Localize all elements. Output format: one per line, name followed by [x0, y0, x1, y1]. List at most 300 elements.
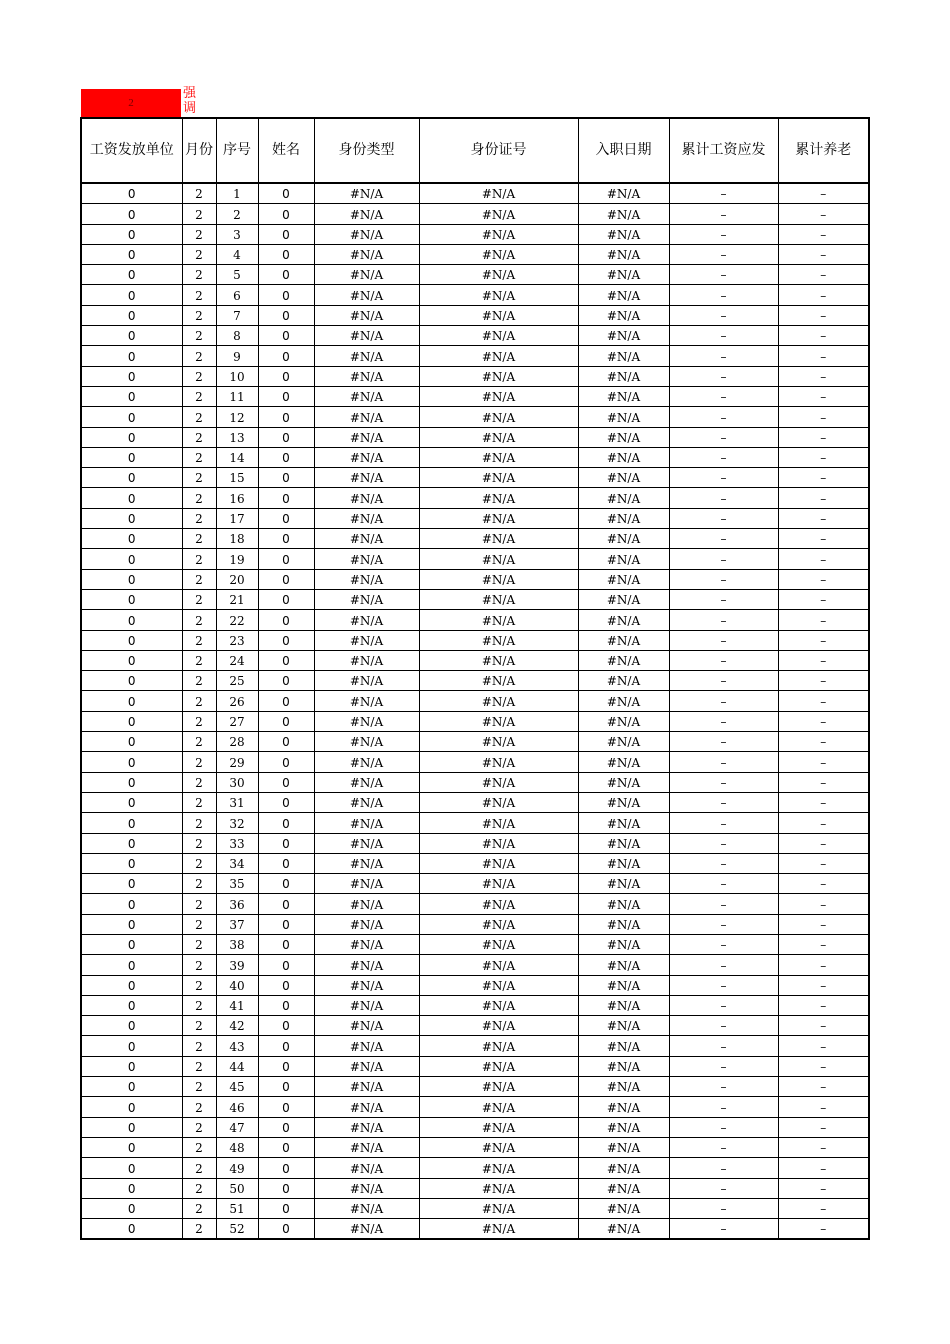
cell-month[interactable]: 2 [182, 792, 216, 812]
cell-unit[interactable]: 0 [81, 914, 182, 934]
cell-pension[interactable]: – [778, 934, 869, 954]
cell-id-number[interactable]: #N/A [419, 326, 578, 346]
cell-id-number[interactable]: #N/A [419, 346, 578, 366]
cell-pension[interactable]: – [778, 813, 869, 833]
cell-month[interactable]: 2 [182, 874, 216, 894]
cell-seq[interactable]: 12 [216, 407, 258, 427]
cell-hire-date[interactable]: #N/A [578, 285, 669, 305]
cell-unit[interactable]: 0 [81, 386, 182, 406]
cell-id-type[interactable]: #N/A [314, 549, 419, 569]
cell-accumulated-salary[interactable]: – [669, 589, 778, 609]
cell-accumulated-salary[interactable]: – [669, 529, 778, 549]
cell-name[interactable]: 0 [258, 183, 314, 204]
cell-hire-date[interactable]: #N/A [578, 549, 669, 569]
cell-unit[interactable]: 0 [81, 529, 182, 549]
cell-unit[interactable]: 0 [81, 894, 182, 914]
cell-hire-date[interactable]: #N/A [578, 1137, 669, 1157]
cell-seq[interactable]: 9 [216, 346, 258, 366]
cell-month[interactable]: 2 [182, 224, 216, 244]
cell-unit[interactable]: 0 [81, 610, 182, 630]
cell-hire-date[interactable]: #N/A [578, 995, 669, 1015]
cell-name[interactable]: 0 [258, 955, 314, 975]
cell-id-number[interactable]: #N/A [419, 955, 578, 975]
cell-accumulated-salary[interactable]: – [669, 366, 778, 386]
cell-id-type[interactable]: #N/A [314, 995, 419, 1015]
cell-accumulated-salary[interactable]: – [669, 752, 778, 772]
cell-unit[interactable]: 0 [81, 934, 182, 954]
cell-name[interactable]: 0 [258, 386, 314, 406]
cell-id-number[interactable]: #N/A [419, 529, 578, 549]
cell-seq[interactable]: 3 [216, 224, 258, 244]
cell-id-type[interactable]: #N/A [314, 1158, 419, 1178]
cell-accumulated-salary[interactable]: – [669, 732, 778, 752]
cell-name[interactable]: 0 [258, 772, 314, 792]
cell-pension[interactable]: – [778, 874, 869, 894]
cell-id-type[interactable]: #N/A [314, 1219, 419, 1240]
cell-pension[interactable]: – [778, 569, 869, 589]
cell-name[interactable]: 0 [258, 691, 314, 711]
cell-hire-date[interactable]: #N/A [578, 650, 669, 670]
cell-hire-date[interactable]: #N/A [578, 346, 669, 366]
cell-seq[interactable]: 44 [216, 1056, 258, 1076]
cell-id-number[interactable]: #N/A [419, 752, 578, 772]
cell-accumulated-salary[interactable]: – [669, 488, 778, 508]
cell-month[interactable]: 2 [182, 1137, 216, 1157]
cell-seq[interactable]: 45 [216, 1077, 258, 1097]
cell-id-number[interactable]: #N/A [419, 671, 578, 691]
cell-name[interactable]: 0 [258, 1117, 314, 1137]
cell-unit[interactable]: 0 [81, 792, 182, 812]
cell-name[interactable]: 0 [258, 244, 314, 264]
cell-id-number[interactable]: #N/A [419, 732, 578, 752]
cell-month[interactable]: 2 [182, 589, 216, 609]
cell-hire-date[interactable]: #N/A [578, 488, 669, 508]
cell-seq[interactable]: 22 [216, 610, 258, 630]
cell-pension[interactable]: – [778, 366, 869, 386]
cell-seq[interactable]: 8 [216, 326, 258, 346]
cell-id-type[interactable]: #N/A [314, 265, 419, 285]
cell-unit[interactable]: 0 [81, 326, 182, 346]
cell-id-type[interactable]: #N/A [314, 447, 419, 467]
cell-month[interactable]: 2 [182, 1198, 216, 1218]
column-header-unit[interactable]: 工资发放单位 [81, 118, 182, 183]
cell-pension[interactable]: – [778, 955, 869, 975]
cell-hire-date[interactable]: #N/A [578, 204, 669, 224]
cell-accumulated-salary[interactable]: – [669, 183, 778, 204]
cell-unit[interactable]: 0 [81, 671, 182, 691]
cell-pension[interactable]: – [778, 650, 869, 670]
cell-name[interactable]: 0 [258, 488, 314, 508]
cell-name[interactable]: 0 [258, 549, 314, 569]
cell-name[interactable]: 0 [258, 265, 314, 285]
cell-unit[interactable]: 0 [81, 569, 182, 589]
cell-accumulated-salary[interactable]: – [669, 833, 778, 853]
cell-id-number[interactable]: #N/A [419, 975, 578, 995]
column-header-name[interactable]: 姓名 [258, 118, 314, 183]
cell-hire-date[interactable]: #N/A [578, 366, 669, 386]
cell-id-type[interactable]: #N/A [314, 691, 419, 711]
cell-name[interactable]: 0 [258, 630, 314, 650]
column-header-id-type[interactable]: 身份类型 [314, 118, 419, 183]
cell-accumulated-salary[interactable]: – [669, 1198, 778, 1218]
cell-pension[interactable]: – [778, 1077, 869, 1097]
cell-seq[interactable]: 11 [216, 386, 258, 406]
cell-unit[interactable]: 0 [81, 447, 182, 467]
cell-pension[interactable]: – [778, 305, 869, 325]
cell-pension[interactable]: – [778, 772, 869, 792]
cell-id-type[interactable]: #N/A [314, 508, 419, 528]
cell-pension[interactable]: – [778, 691, 869, 711]
cell-hire-date[interactable]: #N/A [578, 1219, 669, 1240]
cell-name[interactable]: 0 [258, 529, 314, 549]
cell-seq[interactable]: 18 [216, 529, 258, 549]
cell-month[interactable]: 2 [182, 549, 216, 569]
column-header-accumulated-salary[interactable]: 累计工资应发 [669, 118, 778, 183]
cell-seq[interactable]: 20 [216, 569, 258, 589]
cell-id-type[interactable]: #N/A [314, 1036, 419, 1056]
cell-pension[interactable]: – [778, 1158, 869, 1178]
cell-hire-date[interactable]: #N/A [578, 691, 669, 711]
cell-unit[interactable]: 0 [81, 711, 182, 731]
cell-hire-date[interactable]: #N/A [578, 975, 669, 995]
cell-name[interactable]: 0 [258, 833, 314, 853]
cell-id-type[interactable]: #N/A [314, 346, 419, 366]
cell-month[interactable]: 2 [182, 1077, 216, 1097]
cell-accumulated-salary[interactable]: – [669, 711, 778, 731]
cell-unit[interactable]: 0 [81, 1178, 182, 1198]
cell-id-type[interactable]: #N/A [314, 224, 419, 244]
cell-accumulated-salary[interactable]: – [669, 549, 778, 569]
cell-unit[interactable]: 0 [81, 427, 182, 447]
cell-seq[interactable]: 46 [216, 1097, 258, 1117]
cell-name[interactable]: 0 [258, 650, 314, 670]
cell-unit[interactable]: 0 [81, 813, 182, 833]
cell-hire-date[interactable]: #N/A [578, 711, 669, 731]
cell-id-number[interactable]: #N/A [419, 1137, 578, 1157]
cell-month[interactable]: 2 [182, 305, 216, 325]
cell-month[interactable]: 2 [182, 610, 216, 630]
cell-month[interactable]: 2 [182, 1219, 216, 1240]
cell-hire-date[interactable]: #N/A [578, 934, 669, 954]
cell-hire-date[interactable]: #N/A [578, 529, 669, 549]
cell-id-number[interactable]: #N/A [419, 427, 578, 447]
cell-month[interactable]: 2 [182, 1117, 216, 1137]
cell-name[interactable]: 0 [258, 934, 314, 954]
cell-hire-date[interactable]: #N/A [578, 508, 669, 528]
cell-pension[interactable]: – [778, 671, 869, 691]
cell-accumulated-salary[interactable]: – [669, 914, 778, 934]
cell-id-number[interactable]: #N/A [419, 711, 578, 731]
cell-name[interactable]: 0 [258, 1056, 314, 1076]
cell-hire-date[interactable]: #N/A [578, 447, 669, 467]
cell-id-number[interactable]: #N/A [419, 386, 578, 406]
cell-pension[interactable]: – [778, 346, 869, 366]
cell-month[interactable]: 2 [182, 650, 216, 670]
cell-name[interactable]: 0 [258, 894, 314, 914]
cell-unit[interactable]: 0 [81, 346, 182, 366]
cell-hire-date[interactable]: #N/A [578, 914, 669, 934]
cell-pension[interactable]: – [778, 285, 869, 305]
cell-id-number[interactable]: #N/A [419, 934, 578, 954]
cell-month[interactable]: 2 [182, 711, 216, 731]
cell-month[interactable]: 2 [182, 955, 216, 975]
cell-name[interactable]: 0 [258, 914, 314, 934]
cell-accumulated-salary[interactable]: – [669, 955, 778, 975]
cell-accumulated-salary[interactable]: – [669, 326, 778, 346]
cell-seq[interactable]: 27 [216, 711, 258, 731]
cell-pension[interactable]: – [778, 630, 869, 650]
cell-seq[interactable]: 39 [216, 955, 258, 975]
cell-unit[interactable]: 0 [81, 549, 182, 569]
cell-name[interactable]: 0 [258, 427, 314, 447]
cell-unit[interactable]: 0 [81, 224, 182, 244]
cell-id-number[interactable]: #N/A [419, 1158, 578, 1178]
cell-unit[interactable]: 0 [81, 833, 182, 853]
cell-seq[interactable]: 1 [216, 183, 258, 204]
cell-id-number[interactable]: #N/A [419, 1016, 578, 1036]
cell-pension[interactable]: – [778, 1198, 869, 1218]
cell-seq[interactable]: 43 [216, 1036, 258, 1056]
cell-name[interactable]: 0 [258, 1137, 314, 1157]
cell-name[interactable]: 0 [258, 346, 314, 366]
cell-id-type[interactable]: #N/A [314, 366, 419, 386]
cell-name[interactable]: 0 [258, 1178, 314, 1198]
cell-id-number[interactable]: #N/A [419, 691, 578, 711]
cell-id-type[interactable]: #N/A [314, 244, 419, 264]
cell-unit[interactable]: 0 [81, 955, 182, 975]
cell-accumulated-salary[interactable]: – [669, 1077, 778, 1097]
header-value-cell[interactable]: 2 [81, 89, 181, 117]
cell-hire-date[interactable]: #N/A [578, 468, 669, 488]
cell-accumulated-salary[interactable]: – [669, 244, 778, 264]
cell-hire-date[interactable]: #N/A [578, 1016, 669, 1036]
cell-id-type[interactable]: #N/A [314, 488, 419, 508]
cell-seq[interactable]: 24 [216, 650, 258, 670]
cell-id-type[interactable]: #N/A [314, 833, 419, 853]
cell-pension[interactable]: – [778, 244, 869, 264]
cell-id-number[interactable]: #N/A [419, 833, 578, 853]
cell-id-type[interactable]: #N/A [314, 1137, 419, 1157]
cell-id-type[interactable]: #N/A [314, 1178, 419, 1198]
column-header-hire-date[interactable]: 入职日期 [578, 118, 669, 183]
cell-name[interactable]: 0 [258, 752, 314, 772]
cell-name[interactable]: 0 [258, 975, 314, 995]
cell-accumulated-salary[interactable]: – [669, 610, 778, 630]
cell-hire-date[interactable]: #N/A [578, 630, 669, 650]
cell-id-type[interactable]: #N/A [314, 569, 419, 589]
cell-unit[interactable]: 0 [81, 1097, 182, 1117]
cell-month[interactable]: 2 [182, 995, 216, 1015]
cell-name[interactable]: 0 [258, 610, 314, 630]
cell-month[interactable]: 2 [182, 244, 216, 264]
cell-month[interactable]: 2 [182, 427, 216, 447]
cell-id-type[interactable]: #N/A [314, 610, 419, 630]
cell-seq[interactable]: 10 [216, 366, 258, 386]
cell-hire-date[interactable]: #N/A [578, 792, 669, 812]
cell-pension[interactable]: – [778, 1137, 869, 1157]
cell-seq[interactable]: 31 [216, 792, 258, 812]
cell-name[interactable]: 0 [258, 1077, 314, 1097]
cell-month[interactable]: 2 [182, 407, 216, 427]
cell-hire-date[interactable]: #N/A [578, 671, 669, 691]
cell-id-type[interactable]: #N/A [314, 407, 419, 427]
cell-seq[interactable]: 21 [216, 589, 258, 609]
cell-seq[interactable]: 32 [216, 813, 258, 833]
cell-seq[interactable]: 16 [216, 488, 258, 508]
cell-seq[interactable]: 30 [216, 772, 258, 792]
cell-id-number[interactable]: #N/A [419, 894, 578, 914]
cell-accumulated-salary[interactable]: – [669, 995, 778, 1015]
cell-id-number[interactable]: #N/A [419, 549, 578, 569]
cell-seq[interactable]: 33 [216, 833, 258, 853]
cell-accumulated-salary[interactable]: – [669, 427, 778, 447]
cell-accumulated-salary[interactable]: – [669, 1097, 778, 1117]
cell-month[interactable]: 2 [182, 813, 216, 833]
cell-id-number[interactable]: #N/A [419, 488, 578, 508]
cell-name[interactable]: 0 [258, 874, 314, 894]
cell-hire-date[interactable]: #N/A [578, 610, 669, 630]
cell-hire-date[interactable]: #N/A [578, 1158, 669, 1178]
cell-seq[interactable]: 49 [216, 1158, 258, 1178]
cell-pension[interactable]: – [778, 1016, 869, 1036]
cell-id-type[interactable]: #N/A [314, 326, 419, 346]
cell-hire-date[interactable]: #N/A [578, 853, 669, 873]
cell-hire-date[interactable]: #N/A [578, 752, 669, 772]
cell-pension[interactable]: – [778, 1056, 869, 1076]
cell-pension[interactable]: – [778, 752, 869, 772]
cell-name[interactable]: 0 [258, 468, 314, 488]
cell-pension[interactable]: – [778, 508, 869, 528]
cell-accumulated-salary[interactable]: – [669, 204, 778, 224]
cell-hire-date[interactable]: #N/A [578, 183, 669, 204]
cell-seq[interactable]: 5 [216, 265, 258, 285]
cell-name[interactable]: 0 [258, 1198, 314, 1218]
cell-seq[interactable]: 35 [216, 874, 258, 894]
cell-id-number[interactable]: #N/A [419, 1097, 578, 1117]
cell-id-type[interactable]: #N/A [314, 650, 419, 670]
cell-pension[interactable]: – [778, 224, 869, 244]
cell-id-type[interactable]: #N/A [314, 468, 419, 488]
cell-accumulated-salary[interactable]: – [669, 1178, 778, 1198]
cell-pension[interactable]: – [778, 488, 869, 508]
cell-id-number[interactable]: #N/A [419, 813, 578, 833]
cell-pension[interactable]: – [778, 386, 869, 406]
cell-id-number[interactable]: #N/A [419, 183, 578, 204]
cell-name[interactable]: 0 [258, 995, 314, 1015]
cell-month[interactable]: 2 [182, 488, 216, 508]
cell-pension[interactable]: – [778, 204, 869, 224]
cell-month[interactable]: 2 [182, 772, 216, 792]
cell-unit[interactable]: 0 [81, 691, 182, 711]
cell-name[interactable]: 0 [258, 1016, 314, 1036]
cell-id-type[interactable]: #N/A [314, 1198, 419, 1218]
cell-pension[interactable]: – [778, 732, 869, 752]
cell-id-number[interactable]: #N/A [419, 610, 578, 630]
cell-unit[interactable]: 0 [81, 1137, 182, 1157]
cell-month[interactable]: 2 [182, 833, 216, 853]
cell-id-type[interactable]: #N/A [314, 589, 419, 609]
cell-id-type[interactable]: #N/A [314, 1117, 419, 1137]
cell-id-type[interactable]: #N/A [314, 386, 419, 406]
cell-hire-date[interactable]: #N/A [578, 1117, 669, 1137]
cell-accumulated-salary[interactable]: – [669, 508, 778, 528]
cell-id-number[interactable]: #N/A [419, 285, 578, 305]
cell-hire-date[interactable]: #N/A [578, 1077, 669, 1097]
cell-id-type[interactable]: #N/A [314, 1056, 419, 1076]
cell-id-number[interactable]: #N/A [419, 366, 578, 386]
cell-unit[interactable]: 0 [81, 1016, 182, 1036]
cell-id-type[interactable]: #N/A [314, 204, 419, 224]
cell-accumulated-salary[interactable]: – [669, 305, 778, 325]
cell-pension[interactable]: – [778, 833, 869, 853]
cell-pension[interactable]: – [778, 1097, 869, 1117]
cell-seq[interactable]: 51 [216, 1198, 258, 1218]
cell-hire-date[interactable]: #N/A [578, 386, 669, 406]
cell-seq[interactable]: 4 [216, 244, 258, 264]
cell-accumulated-salary[interactable]: – [669, 874, 778, 894]
cell-id-type[interactable]: #N/A [314, 183, 419, 204]
cell-id-type[interactable]: #N/A [314, 1077, 419, 1097]
cell-id-number[interactable]: #N/A [419, 1219, 578, 1240]
cell-pension[interactable]: – [778, 995, 869, 1015]
cell-name[interactable]: 0 [258, 204, 314, 224]
cell-seq[interactable]: 17 [216, 508, 258, 528]
cell-pension[interactable]: – [778, 326, 869, 346]
cell-hire-date[interactable]: #N/A [578, 1056, 669, 1076]
cell-accumulated-salary[interactable]: – [669, 1036, 778, 1056]
cell-unit[interactable]: 0 [81, 1198, 182, 1218]
cell-id-type[interactable]: #N/A [314, 853, 419, 873]
cell-accumulated-salary[interactable]: – [669, 407, 778, 427]
cell-month[interactable]: 2 [182, 1158, 216, 1178]
cell-pension[interactable]: – [778, 792, 869, 812]
cell-unit[interactable]: 0 [81, 488, 182, 508]
cell-month[interactable]: 2 [182, 326, 216, 346]
cell-month[interactable]: 2 [182, 1097, 216, 1117]
cell-id-number[interactable]: #N/A [419, 1056, 578, 1076]
cell-month[interactable]: 2 [182, 671, 216, 691]
cell-accumulated-salary[interactable]: – [669, 265, 778, 285]
cell-hire-date[interactable]: #N/A [578, 874, 669, 894]
cell-accumulated-salary[interactable]: – [669, 1117, 778, 1137]
cell-unit[interactable]: 0 [81, 204, 182, 224]
cell-name[interactable]: 0 [258, 589, 314, 609]
cell-unit[interactable]: 0 [81, 975, 182, 995]
cell-accumulated-salary[interactable]: – [669, 671, 778, 691]
cell-month[interactable]: 2 [182, 265, 216, 285]
cell-id-number[interactable]: #N/A [419, 224, 578, 244]
cell-unit[interactable]: 0 [81, 589, 182, 609]
cell-seq[interactable]: 29 [216, 752, 258, 772]
cell-seq[interactable]: 6 [216, 285, 258, 305]
cell-name[interactable]: 0 [258, 853, 314, 873]
cell-seq[interactable]: 38 [216, 934, 258, 954]
cell-id-type[interactable]: #N/A [314, 305, 419, 325]
cell-month[interactable]: 2 [182, 752, 216, 772]
cell-unit[interactable]: 0 [81, 853, 182, 873]
cell-name[interactable]: 0 [258, 711, 314, 731]
cell-unit[interactable]: 0 [81, 183, 182, 204]
cell-id-number[interactable]: #N/A [419, 1178, 578, 1198]
cell-unit[interactable]: 0 [81, 1036, 182, 1056]
cell-id-number[interactable]: #N/A [419, 914, 578, 934]
cell-month[interactable]: 2 [182, 366, 216, 386]
cell-hire-date[interactable]: #N/A [578, 1097, 669, 1117]
cell-pension[interactable]: – [778, 1036, 869, 1056]
cell-seq[interactable]: 42 [216, 1016, 258, 1036]
cell-id-number[interactable]: #N/A [419, 265, 578, 285]
column-header-pension[interactable]: 累计养老 [778, 118, 869, 183]
